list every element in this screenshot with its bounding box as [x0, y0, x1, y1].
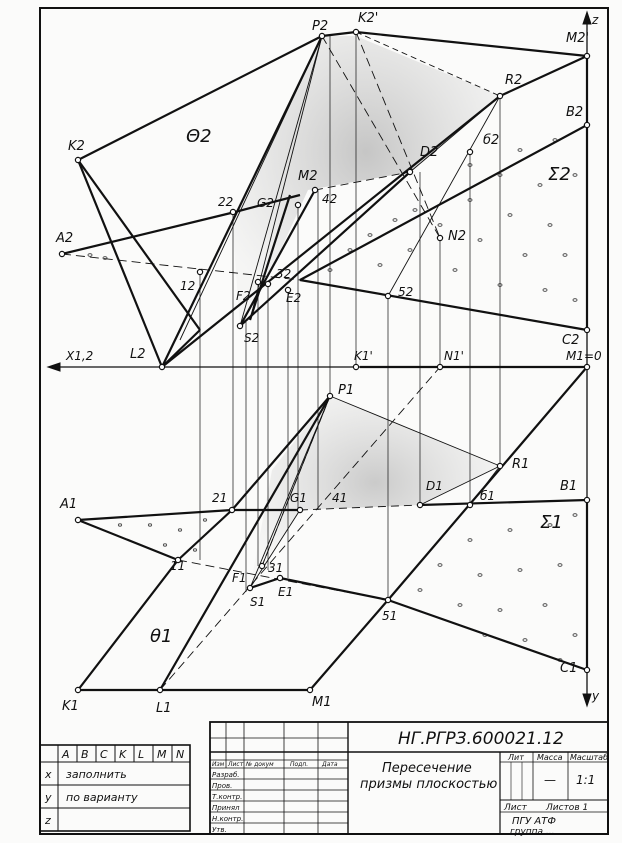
label-L1: L1 [156, 701, 172, 716]
sheets-count: Листов 1 [546, 803, 589, 813]
col-list: Лист [228, 761, 244, 768]
label-L2: L2 [130, 347, 146, 362]
col-podp: Подп. [290, 761, 309, 768]
label-K1p: K1' [354, 349, 373, 363]
col-ndoc: № докум [246, 761, 274, 768]
group-label: группа ... [510, 827, 555, 837]
label-axis-x: X1,2 [66, 349, 94, 363]
label-N1p: N1' [444, 349, 464, 363]
drawing-code: НГ.РГРЗ.600021.12 [398, 729, 564, 749]
variant-row-text: по варианту [66, 791, 138, 804]
variant-header-6: N [176, 748, 185, 761]
label-B2: B2 [566, 105, 584, 120]
label-K2: K2 [68, 139, 85, 154]
label-P1: P1 [338, 383, 355, 398]
drawing-title-line1: Пересечение [382, 761, 472, 776]
label-M1-0: M1=0 [566, 349, 602, 363]
label-theta2: Θ2 [186, 126, 212, 147]
label-theta1: θ1 [150, 626, 173, 647]
role-tkontr: Т.контр. [212, 793, 243, 801]
label-R2: R2 [505, 73, 523, 88]
col-izm: Изм [212, 761, 225, 768]
role-nkontr: Н.контр. [212, 815, 244, 823]
label-four2: 42 [322, 192, 338, 206]
variant-header-2: C [100, 748, 108, 761]
label-axis-y: y [592, 689, 600, 703]
label-S1: S1 [250, 595, 266, 609]
label-P2: P2 [312, 19, 329, 34]
col-masshtab: Масштаб [570, 753, 609, 762]
col-lit: Лит [508, 753, 524, 762]
label-G2: G2 [257, 196, 274, 210]
label-K2p: K2' [358, 11, 379, 26]
drawing-title-line2: призмы плоскостью [360, 777, 498, 792]
label-three2: 32 [276, 267, 292, 281]
label-K1: K1 [62, 699, 79, 714]
section-shade-bottom [250, 396, 500, 588]
label-D1: D1 [426, 479, 443, 493]
variant-row-axis: x [45, 768, 52, 781]
label-M2: M2 [298, 169, 318, 184]
variant-header-5: M [157, 748, 167, 761]
role-utv: Утв. [212, 826, 227, 834]
label-two2: 22 [218, 195, 234, 209]
label-Sigma1: Σ1 [540, 512, 563, 533]
label-M1: M1 [312, 695, 332, 710]
label-axis-z: z [592, 13, 599, 27]
scale-value: 1:1 [576, 773, 596, 787]
label-five1: 51 [382, 609, 398, 623]
role-razrab: Разраб. [212, 771, 240, 779]
label-F1: F1 [232, 571, 247, 585]
variant-header-4: L [138, 748, 145, 761]
title-block-text [212, 729, 608, 837]
label-two1: 21 [212, 491, 228, 505]
massa-dash: — [544, 773, 556, 787]
role-prinyal: Принял [212, 804, 240, 812]
label-S2: S2 [244, 331, 260, 345]
label-four1: 41 [332, 491, 348, 505]
label-R1: R1 [512, 457, 530, 472]
col-data: Дата [322, 761, 338, 768]
label-C1: C1 [560, 661, 578, 676]
label-E2: E2 [286, 291, 302, 305]
label-A2: A2 [56, 231, 74, 246]
variant-row-axis: z [45, 814, 51, 827]
label-D2: D2 [420, 145, 439, 160]
role-prov: Пров. [212, 782, 233, 790]
label-three1: 31 [268, 561, 284, 575]
section-shade-top [232, 36, 500, 326]
label-b2: б2 [483, 133, 500, 148]
variant-header-0: A [62, 748, 70, 761]
label-M2p: M2' [566, 31, 590, 46]
label-C2: C2 [562, 333, 580, 348]
label-E1: E1 [278, 585, 294, 599]
label-B1: B1 [560, 479, 578, 494]
variant-row-axis: y [45, 791, 52, 804]
label-N2: N2 [448, 229, 466, 244]
label-A1: A1 [60, 497, 78, 512]
label-b1: б1 [480, 489, 496, 503]
label-five2: 52 [398, 285, 414, 299]
variant-table-text [44, 748, 184, 827]
label-one2: 12 [180, 279, 196, 293]
label-one1: 11 [170, 559, 186, 573]
variant-header-1: B [81, 748, 89, 761]
col-massa: Масса [537, 753, 563, 762]
label-F2: F2 [236, 289, 251, 303]
organization: ПГУ АТФ [512, 816, 556, 827]
variant-header-3: K [119, 748, 127, 761]
label-Sigma2: Σ2 [548, 164, 571, 185]
label-G1: G1 [290, 491, 307, 505]
sheet-label: Лист [504, 803, 527, 813]
variant-row-text: заполнить [66, 768, 127, 781]
